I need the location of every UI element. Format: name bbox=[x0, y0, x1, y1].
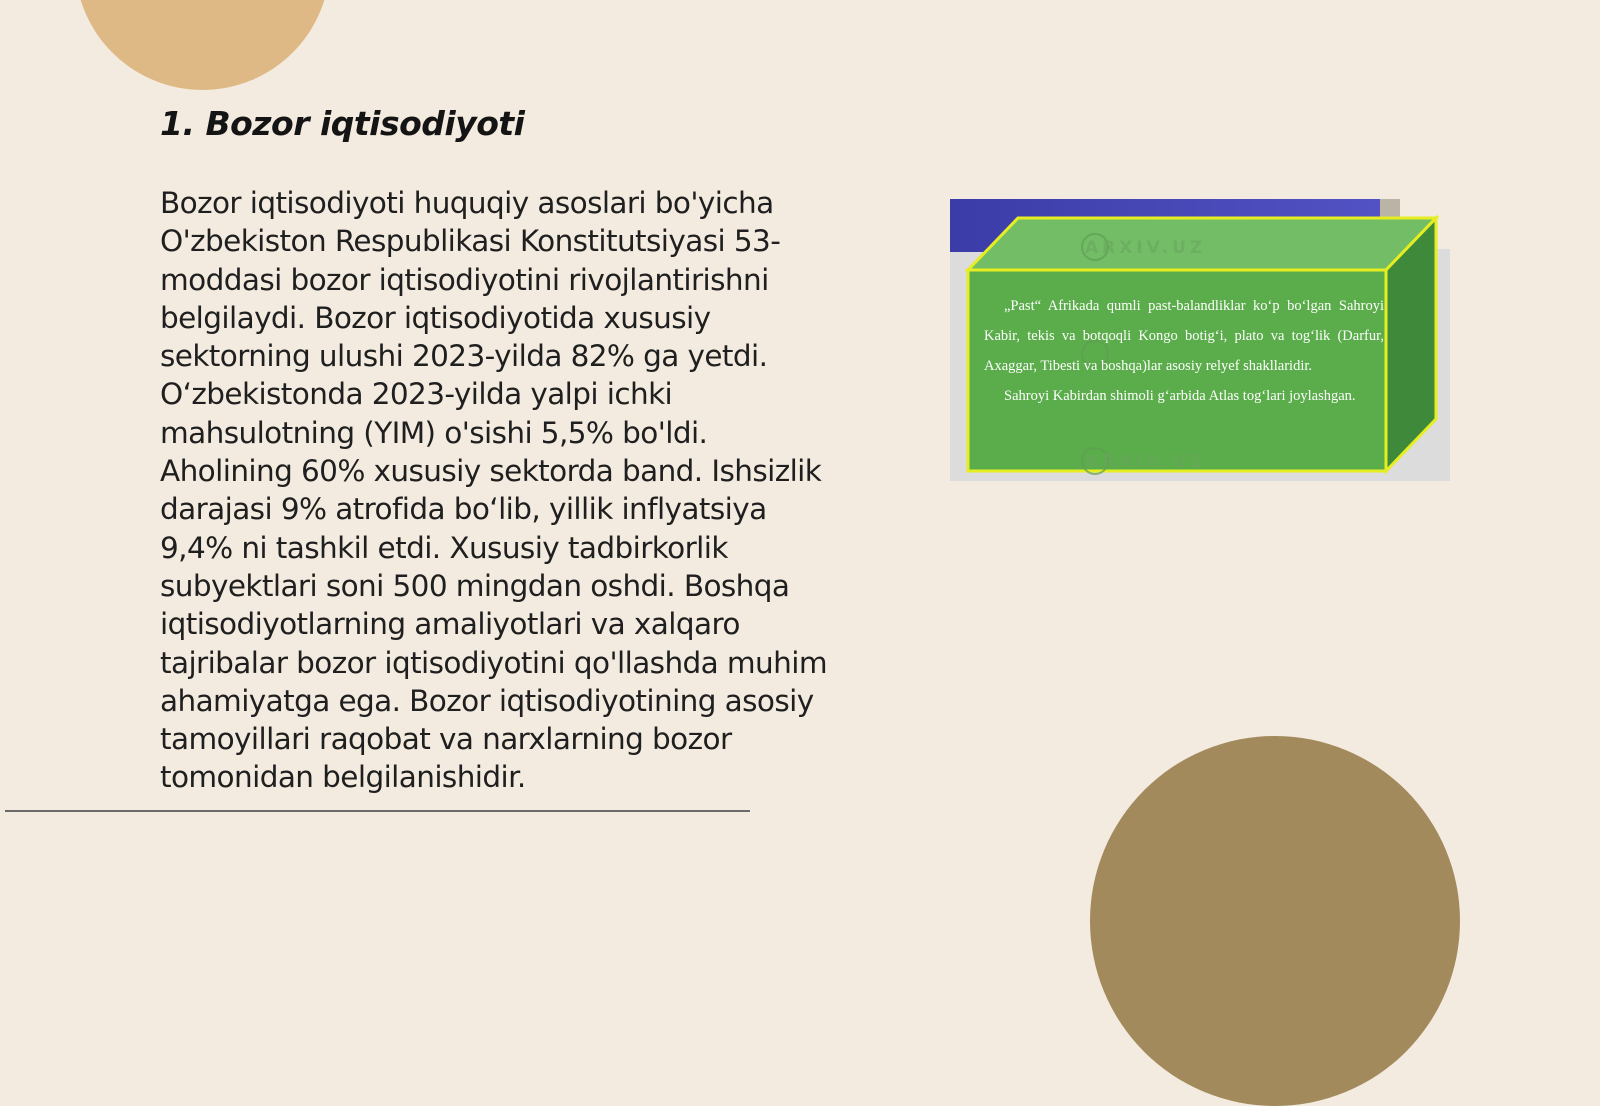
decorative-circle-top bbox=[75, 0, 330, 90]
relief-textbox-image bbox=[950, 199, 1450, 481]
relief-paragraph-2: Sahroyi Kabirdan shimoli g‘arbida Atlas tog‘lari joylashgan. bbox=[1004, 388, 1356, 404]
decorative-circle-bottom bbox=[1090, 736, 1460, 1106]
watermark-text: ARXIV.UZ bbox=[1085, 452, 1207, 472]
slide-title: 1. Bozor iqtisodiyoti bbox=[160, 104, 525, 143]
slide-body-text: Bozor iqtisodiyoti huquqiy asoslari bo'yicha O'zbekiston Respublikasi Konstitutsiyasi 53-moddasi bozor iqtisodiyotini rivojlantirishni belgilaydi. Bozor iqtisodiyotida xususiy sektorning ulushi 2023-yilda 82% ga yetdi. O‘zbekistonda 2023-yilda yalpi ichki mahsulotning (YIM) o'sishi 5,5% bo'ldi. Aholining 60% xususiy sektorda band. Ishsizlik darajasi 9% atrofida bo‘lib, yillik inflyatsiya 9,4% ni tashkil etdi. Xususiy tadbirkorlik subyektlari soni 500 mingdan oshdi. Boshqa iqtisodiyotlarning amaliyotlari va xalqaro tajribalar bozor iqtisodiyotini qo'llashda muhim ahamiyatga ega. Bozor iqtisodiyotining asosiy tamoyillari raqobat va narxlarning bozor tomonidan belgilanishidir. bbox=[160, 186, 827, 795]
relief-box-text bbox=[984, 291, 1384, 411]
divider-line bbox=[5, 810, 750, 812]
watermark-text: ARXIV.UZ bbox=[1085, 238, 1207, 258]
relief-paragraph-1: „Past“ Afrikada qumli past-balandliklar ko‘p bo‘lgan Sahroyi Kabir, tekis va botqoqli Kongo botig‘i, plato va tog‘lik (Darfur, Axaggar, Tibesti va boshqa)lar asosiy relyef shakllaridir. bbox=[984, 298, 1384, 374]
